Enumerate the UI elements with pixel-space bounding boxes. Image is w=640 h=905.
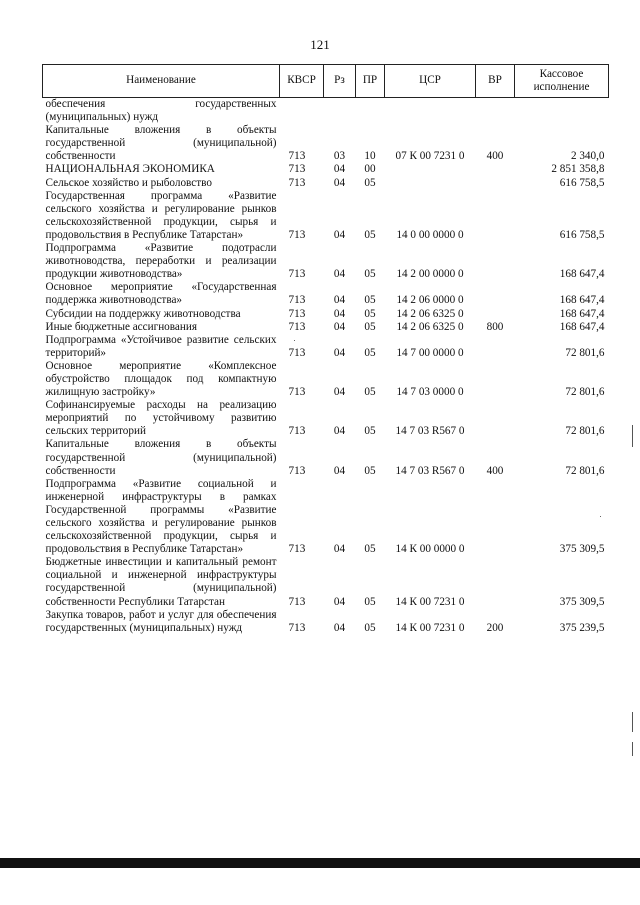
scan-bottom-border [0,858,640,868]
cell-vr: 400 [486,150,504,163]
table-row [43,334,609,360]
cell-vr [476,190,515,242]
cell-rz: 04 [333,621,346,634]
cell-csr: 14 К 00 7231 0 [395,595,465,608]
budget-table [42,64,609,635]
cell-pr: 05 [364,294,376,307]
cell-amount [515,98,609,125]
cell-vr: 800 [486,320,504,333]
cell-name: Софинансируемые расходы на реализацию мероприятий по устойчивому развитию сельских территорий [45,399,277,438]
cell-rz: 04 [333,320,346,333]
cell-kvsr: 713 [288,595,306,608]
cell-vr [476,98,515,125]
cell-pr: 05 [364,595,376,608]
cell-pr: 05 [364,268,376,281]
cell-name: НАЦИОНАЛЬНАЯ ЭКОНОМИКА [45,163,215,176]
cell-pr: 05 [364,543,376,556]
table-row [43,556,609,608]
cell-csr: 14 7 00 0000 0 [396,346,464,359]
table-row [43,242,609,281]
cell-csr: 14 7 03 0000 0 [396,386,464,399]
cell-rz: 04 [333,228,346,241]
cell-kvsr: 713 [288,268,306,281]
table-header-row [43,65,609,98]
cell-csr: 14 К 00 7231 0 [395,621,465,634]
cell-pr: 05 [364,346,376,359]
cell-name: Основное мероприятие «Государственная поддержка животноводства» [45,281,277,307]
cell-vr [476,308,515,321]
header-rz: Рз [324,65,356,98]
cell-kvsr: 713 [288,176,306,189]
cell-csr: 14 0 00 0000 0 [396,228,464,241]
cell-amount: 2 851 358,8 [551,163,605,176]
cell-amount: 168 647,4 [559,307,605,320]
scan-artifact [632,742,633,756]
cell-csr: 07 К 00 7231 0 [395,150,465,163]
cell-amount: 168 647,4 [559,320,605,333]
cell-name: Бюджетные инвестиции и капитальный ремонт социальной и инженерной инфраструктуры государственной (муниципальной) собственности Республики Татарстан [45,556,277,608]
cell-amount: 616 758,5 [559,176,605,189]
cell-vr [476,556,515,608]
table-row [43,438,609,477]
cell-pr: 05 [364,228,376,241]
cell-rz: 04 [333,307,346,320]
table-row [43,190,609,242]
cell-rz: 04 [333,163,346,176]
cell-kvsr: 713 [288,320,306,333]
cell-amount: 72 801,6 [565,346,605,359]
cell-rz: 03 [333,150,346,163]
cell-name: Основное мероприятие «Комплексное обустройство площадок под компактную жилищную застройку» [45,359,277,399]
cell-csr [385,163,476,176]
table-row [43,281,609,307]
cell-amount: 375 309,5 [559,595,605,608]
cell-vr [476,163,515,176]
cell-name: Подпрограмма «Развитие подотрасли животноводства, переработки и реализации продукции животноводства» [45,242,277,281]
cell-name: Субсидии на поддержку животноводства [45,307,241,320]
table-row [43,478,609,557]
cell-vr [476,281,515,307]
cell-kvsr: 713 [288,150,306,163]
cell-name: Иные бюджетные ассигнования [45,320,197,333]
cell-pr: 05 [364,621,376,634]
cell-pr [356,98,385,125]
table-row [43,609,609,635]
cell-kvsr: 713 [288,163,306,176]
scan-artifact [632,712,633,732]
cell-rz: 04 [333,268,346,281]
cell-kvsr: 713 [288,543,306,556]
cell-vr [476,478,515,557]
cell-name: Подпрограмма «Развитие социальной и инженерной инфраструктуры в рамках Государственной программы «Развитие сельского хозяйства и регулирование рынков сельскохозяйственной продукции, сырья и продовольствия в Республике Татарстан» [45,477,277,556]
cell-vr [476,399,515,438]
cell-vr [476,242,515,281]
header-amount: Кассовое исполнение [515,65,609,98]
cell-pr: 05 [364,464,376,477]
cell-pr: 05 [364,307,376,320]
cell-pr: 10 [364,150,376,163]
page-number: 121 [310,37,330,52]
cell-csr: 14 7 03 R567 0 [395,464,465,477]
table-row [43,308,609,321]
table-row [43,124,609,163]
cell-rz: 04 [333,543,346,556]
cell-amount: 72 801,6 [565,425,605,438]
cell-pr: 05 [364,176,376,189]
cell-name: обеспечения государственных (муниципальных) нужд [45,98,277,124]
cell-amount: 375 239,5 [559,621,605,634]
cell-csr: 14 К 00 0000 0 [395,543,465,556]
cell-kvsr: 713 [288,307,306,320]
header-vr: ВР [476,65,515,98]
cell-name: Закупка товаров, работ и услуг для обеспечения государственных (муниципальных) нужд [45,608,277,634]
scan-artifact [632,425,633,447]
cell-pr: 05 [364,320,376,333]
cell-pr: 05 [364,386,376,399]
table-row [43,177,609,190]
cell-kvsr: 713 [288,346,306,359]
cell-amount: 168 647,4 [559,268,605,281]
cell-name: Сельское хозяйство и рыболовство [45,176,212,189]
cell-amount: 616 758,5 [559,228,605,241]
table-row [43,399,609,438]
scan-artifact [600,516,601,517]
cell-vr: 400 [486,464,504,477]
cell-name: Капитальные вложения в объекты государственной (муниципальной) собственности [45,438,277,477]
cell-name: Капитальные вложения в объекты государственной (муниципальной) собственности [45,124,277,163]
cell-rz: 04 [333,294,346,307]
header-csr: ЦСР [385,65,476,98]
header-pr: ПР [356,65,385,98]
cell-csr: 14 7 03 R567 0 [395,425,465,438]
table-row [43,321,609,334]
cell-csr: 14 2 00 0000 0 [396,268,464,281]
table-row [43,360,609,399]
header-name: Наименование [43,65,280,98]
cell-kvsr: 713 [288,621,306,634]
cell-csr [385,98,476,125]
cell-csr [385,177,476,190]
table-body [43,98,609,635]
cell-vr: 200 [486,621,504,634]
cell-kvsr: 713 [288,294,306,307]
table-row [43,163,609,176]
cell-amount: 72 801,6 [565,386,605,399]
cell-rz: 04 [333,176,346,189]
cell-vr [476,334,515,360]
cell-kvsr: 713 [288,464,306,477]
cell-name: Подпрограмма «Устойчивое развитие сельских территорий» [45,333,277,359]
cell-rz: 04 [333,464,346,477]
cell-amount: 375 309,5 [559,543,605,556]
cell-amount: 72 801,6 [565,464,605,477]
cell-rz: 04 [333,425,346,438]
table-row [43,98,609,125]
cell-rz: 04 [333,386,346,399]
cell-csr: 14 2 06 0000 0 [396,294,464,307]
cell-rz [324,98,356,125]
cell-name: Государственная программа «Развитие сельского хозяйства и регулирование рынков сельскохозяйственной продукции, сырья и продовольствия в Республике Татарстан» [45,189,277,241]
cell-pr: 05 [364,425,376,438]
cell-csr: 14 2 06 6325 0 [396,320,464,333]
scan-artifact [294,340,295,341]
cell-kvsr: 713 [288,228,306,241]
cell-vr [476,360,515,399]
cell-amount: 2 340,0 [570,150,605,163]
header-kvsr: КВСР [280,65,324,98]
cell-pr: 00 [364,163,376,176]
cell-kvsr [280,98,324,125]
cell-rz: 04 [333,346,346,359]
cell-kvsr: 713 [288,386,306,399]
cell-csr: 14 2 06 6325 0 [396,307,464,320]
cell-amount: 168 647,4 [559,294,605,307]
cell-vr [476,177,515,190]
cell-kvsr: 713 [288,425,306,438]
cell-rz: 04 [333,595,346,608]
